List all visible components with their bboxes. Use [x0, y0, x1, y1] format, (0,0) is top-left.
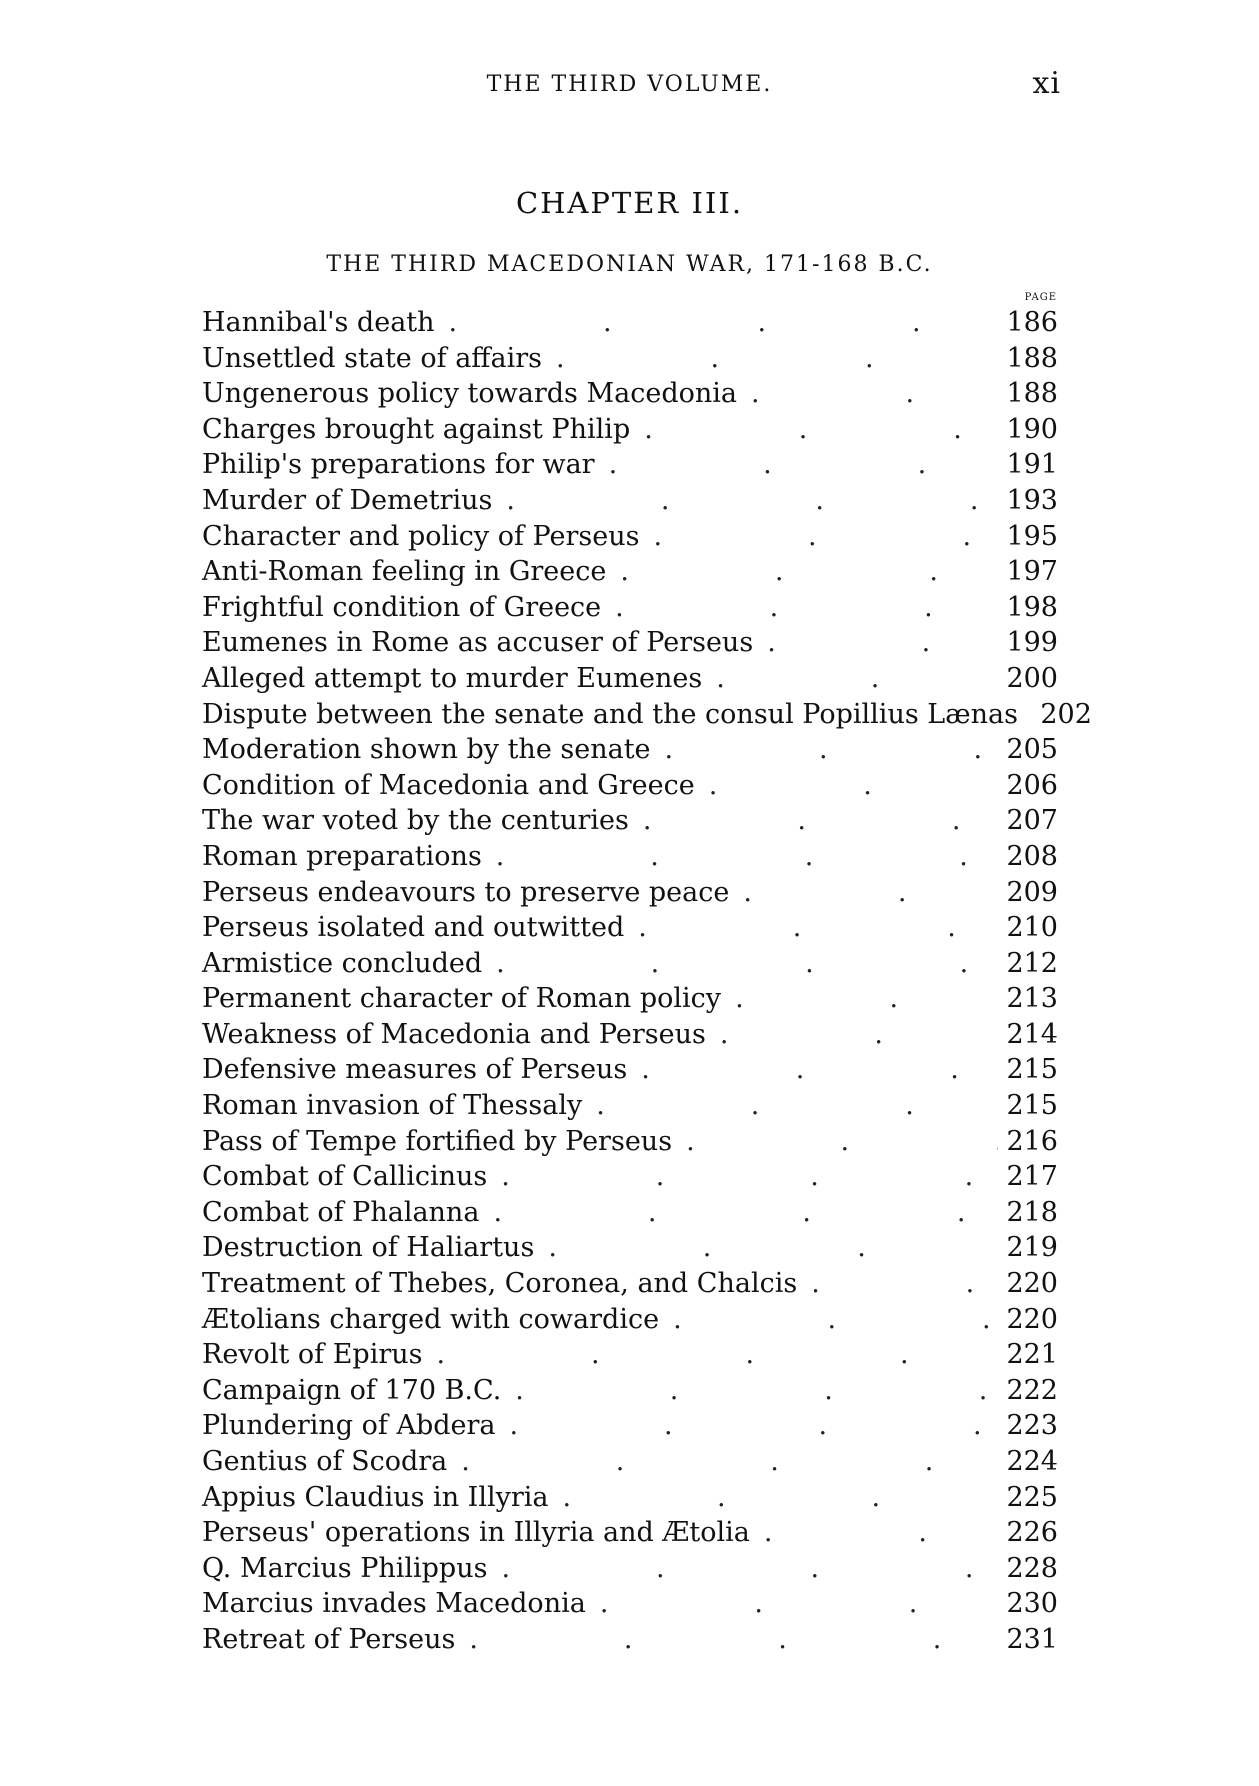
page-number: xi: [1032, 66, 1061, 101]
toc-entry-title: Q. Marcius Philippus: [202, 1552, 488, 1584]
dot-leader: [496, 1408, 998, 1444]
toc-entry-title: Eumenes in Rome as accuser of Perseus: [202, 627, 754, 659]
dot-leader: [501, 1373, 998, 1409]
toc-entry-page: 202: [1040, 698, 1092, 730]
dot-leader: [482, 839, 998, 875]
dot-leader: [595, 447, 998, 483]
table-of-contents: [202, 305, 1092, 1658]
toc-entry: [202, 697, 1092, 733]
toc-entry-title: The war voted by the centuries: [202, 805, 629, 837]
toc-entry: [202, 1622, 1058, 1658]
toc-entry: [202, 1337, 1058, 1373]
dot-leader: [1018, 697, 1032, 733]
dot-leader: [750, 1515, 998, 1551]
toc-entry: [202, 1551, 1058, 1587]
dot-leader: [729, 875, 998, 911]
dot-leader: [753, 625, 998, 661]
toc-entry-page: 219: [1006, 1232, 1058, 1264]
toc-entry-title: Roman invasion of Thessaly: [202, 1090, 583, 1122]
toc-entry: [202, 875, 1058, 911]
toc-entry-title: Philip's preparations for war: [202, 449, 595, 481]
chapter-subtitle: THE THIRD MACEDONIAN WAR, 171-168 B.C.: [326, 252, 933, 277]
toc-entry-page: 216: [1006, 1125, 1058, 1157]
toc-entry: [202, 732, 1058, 768]
toc-entry-title: Anti-Roman feeling in Greece: [202, 556, 607, 588]
dot-leader: [672, 1124, 998, 1160]
toc-entry-title: Treatment of Thebes, Coronea, and Chalcis: [202, 1268, 798, 1300]
dot-leader: [695, 768, 998, 804]
toc-entry-title: Ungenerous policy towards Macedonia: [202, 378, 737, 410]
toc-entry-page: 200: [1006, 662, 1058, 694]
toc-entry: [202, 1017, 1058, 1053]
toc-entry-page: 195: [1006, 520, 1058, 552]
toc-entry-title: Gentius of Scodra: [202, 1446, 448, 1477]
toc-entry-title: Alleged attempt to murder Eumenes: [202, 662, 703, 694]
dot-leader: [479, 1195, 998, 1231]
toc-entry-title: Dispute between the senate and the consul Popillius Lænas: [202, 698, 1018, 730]
toc-entry-page: 188: [1006, 342, 1058, 374]
dot-leader: [639, 519, 998, 555]
toc-entry-title: Destruction of Haliartus: [202, 1232, 535, 1264]
chapter-title: CHAPTER III.: [515, 186, 744, 220]
toc-entry-page: 224: [1006, 1446, 1058, 1477]
dot-leader: [487, 1159, 998, 1195]
toc-entry: [202, 376, 1058, 412]
dot-leader: [542, 341, 998, 377]
dot-leader: [606, 554, 998, 590]
toc-entry: [202, 554, 1058, 590]
toc-entry-title: Hannibal's death: [202, 307, 435, 338]
dot-leader: [629, 803, 998, 839]
toc-entry-title: Revolt of Epirus: [202, 1339, 423, 1371]
dot-leader: [627, 1052, 998, 1088]
toc-entry: [202, 1124, 1058, 1160]
dot-leader: [630, 412, 998, 448]
dot-leader: [549, 1480, 999, 1516]
toc-entry-page: 207: [1006, 805, 1058, 837]
dot-leader: [487, 1551, 998, 1587]
toc-entry-title: Plundering of Abdera: [202, 1410, 496, 1442]
toc-entry: [202, 839, 1058, 875]
dot-leader: [702, 661, 998, 697]
toc-entry: [202, 341, 1058, 377]
toc-entry-title: Combat of Phalanna: [202, 1196, 480, 1228]
toc-entry-title: Roman preparations: [202, 840, 482, 872]
toc-entry-page: 186: [1006, 307, 1058, 338]
dot-leader: [435, 305, 998, 341]
toc-entry-page: 197: [1006, 556, 1058, 588]
toc-entry-title: Condition of Macedonia and Greece: [202, 769, 695, 801]
toc-entry: [202, 483, 1058, 519]
toc-entry: [202, 946, 1058, 982]
toc-entry-title: Weakness of Macedonia and Perseus: [202, 1018, 706, 1050]
dot-leader: [455, 1622, 998, 1658]
toc-entry-page: 193: [1006, 484, 1058, 516]
toc-entry: [202, 661, 1058, 697]
toc-entry: [202, 1088, 1058, 1124]
toc-entry: [202, 1230, 1058, 1266]
toc-entry-title: Ætolians charged with cowardice: [202, 1303, 660, 1335]
toc-entry-page: 221: [1006, 1339, 1058, 1371]
toc-entry: [202, 1302, 1058, 1338]
toc-entry-title: Unsettled state of affairs: [202, 342, 542, 374]
toc-entry-page: 188: [1006, 378, 1058, 410]
toc-entry-title: Permanent character of Roman policy: [202, 983, 722, 1015]
toc-entry-page: 208: [1006, 840, 1058, 872]
toc-entry-page: 205: [1006, 734, 1058, 766]
toc-entry-page: 215: [1006, 1054, 1058, 1086]
toc-entry-page: 225: [1006, 1481, 1058, 1513]
toc-entry-page: 209: [1006, 876, 1058, 908]
toc-entry: [202, 412, 1058, 448]
dot-leader: [482, 946, 998, 982]
dot-leader: [706, 1017, 998, 1053]
page-column-label: PAGE: [1024, 292, 1057, 303]
toc-entry: [202, 1480, 1058, 1516]
toc-entry: [202, 519, 1058, 555]
toc-entry-title: Armistice concluded: [202, 947, 483, 979]
dot-leader: [423, 1337, 999, 1373]
toc-entry: [202, 1052, 1058, 1088]
toc-entry: [202, 1515, 1058, 1551]
toc-entry-title: Moderation shown by the senate: [202, 734, 651, 766]
toc-entry-page: 226: [1006, 1517, 1058, 1549]
dot-leader: [582, 1088, 998, 1124]
dot-leader: [737, 376, 998, 412]
toc-entry-page: 217: [1006, 1161, 1058, 1193]
toc-entry: [202, 910, 1058, 946]
dot-leader: [492, 483, 998, 519]
running-head: [0, 66, 1259, 106]
toc-entry-page: 222: [1006, 1374, 1058, 1406]
dot-leader: [721, 981, 998, 1017]
dot-leader: [534, 1230, 998, 1266]
toc-entry-page: 215: [1006, 1090, 1058, 1122]
toc-entry-title: Perseus' operations in Illyria and Ætolia: [202, 1517, 750, 1549]
toc-entry-title: Marcius invades Macedonia: [202, 1588, 586, 1620]
toc-entry-title: Charges brought against Philip: [202, 413, 631, 445]
toc-entry: [202, 1195, 1058, 1231]
dot-leader: [651, 732, 998, 768]
toc-entry: [202, 1159, 1058, 1195]
toc-entry: [202, 1586, 1058, 1622]
toc-entry-title: Retreat of Perseus: [202, 1623, 456, 1655]
toc-entry-page: 223: [1006, 1410, 1058, 1442]
toc-entry: [202, 1373, 1058, 1409]
dot-leader: [797, 1266, 998, 1302]
dot-leader: [624, 910, 998, 946]
toc-entry-title: Campaign of 170 B.C.: [202, 1374, 502, 1406]
toc-entry-title: Perseus isolated and outwitted: [202, 912, 625, 944]
toc-entry-page: 214: [1006, 1018, 1058, 1050]
running-title: THE THIRD VOLUME.: [486, 72, 773, 97]
toc-entry: [202, 305, 1058, 341]
toc-entry-title: Appius Claudius in Illyria: [202, 1481, 549, 1513]
toc-entry-page: 218: [1006, 1196, 1058, 1228]
toc-entry-title: Murder of Demetrius: [202, 484, 493, 516]
toc-entry-title: Pass of Tempe fortified by Perseus: [202, 1125, 673, 1157]
toc-entry: [202, 768, 1058, 804]
dot-leader: [659, 1302, 998, 1338]
dot-leader: [601, 590, 998, 626]
toc-entry: [202, 981, 1058, 1017]
toc-entry-page: 191: [1006, 449, 1058, 481]
toc-entry-title: Character and policy of Perseus: [202, 520, 640, 552]
toc-entry-page: 231: [1006, 1623, 1058, 1655]
toc-entry-page: 190: [1006, 413, 1058, 445]
toc-entry-page: 210: [1006, 912, 1058, 944]
toc-entry-page: 206: [1006, 769, 1058, 801]
toc-entry-page: 199: [1006, 627, 1058, 659]
toc-entry-title: Perseus endeavours to preserve peace: [202, 876, 730, 908]
toc-entry: [202, 1444, 1058, 1480]
toc-entry-page: 230: [1006, 1588, 1058, 1620]
toc-entry: [202, 447, 1058, 483]
dot-leader: [586, 1586, 998, 1622]
toc-entry: [202, 625, 1058, 661]
toc-entry: [202, 803, 1058, 839]
toc-entry-title: Defensive measures of Perseus: [202, 1054, 628, 1086]
toc-entry: [202, 590, 1058, 626]
toc-entry-page: 212: [1006, 947, 1058, 979]
dot-leader: [447, 1444, 998, 1480]
toc-entry: [202, 1408, 1058, 1444]
toc-entry: [202, 1266, 1058, 1302]
toc-entry-title: Combat of Callicinus: [202, 1161, 488, 1193]
toc-entry-page: 228: [1006, 1552, 1058, 1584]
toc-entry-page: 220: [1006, 1268, 1058, 1300]
toc-entry-page: 213: [1006, 983, 1058, 1015]
toc-entry-page: 220: [1006, 1303, 1058, 1335]
toc-entry-title: Frightful condition of Greece: [202, 591, 602, 623]
toc-entry-page: 198: [1006, 591, 1058, 623]
